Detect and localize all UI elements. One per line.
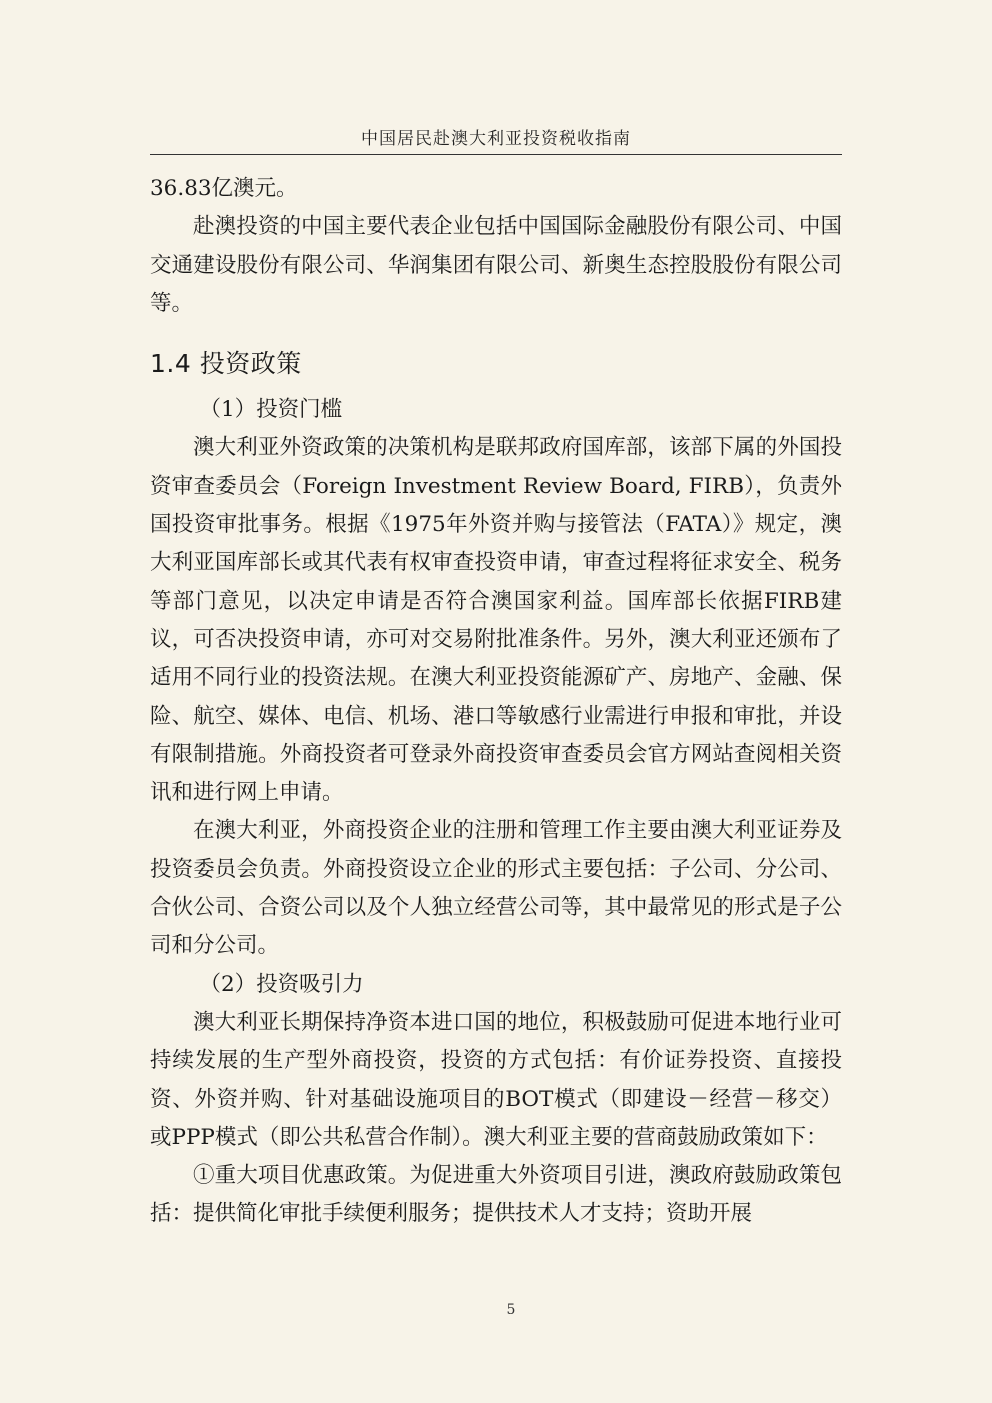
header-divider — [150, 154, 842, 155]
running-header: 中国居民赴澳大利亚投资税收指南 — [361, 129, 631, 149]
paragraph-enterprise-registration: 在澳大利亚，外商投资企业的注册和管理工作主要由澳大利亚证券及投资委员会负责。外商投资设立企业的形式主要包括：子公司、分公司、合伙公司、合资公司以及个人独立经营公司等，其中最常见的形式是子公司和分公司。 — [150, 818, 842, 959]
paragraph-continuation: 36.83亿澳元。 — [150, 176, 298, 201]
paragraph-representative-companies: 赴澳投资的中国主要代表企业包括中国国际金融股份有限公司、中国交通建设股份有限公司、华润集团有限公司、新奥生态控股股份有限公司等。 — [150, 214, 842, 316]
paragraph-major-project-policy: ①重大项目优惠政策。为促进重大外资项目引进，澳政府鼓励政策包括：提供简化审批手续便利服务；提供技术人才支持；资助开展 — [150, 1163, 842, 1227]
page-body — [150, 170, 842, 1234]
page-number: 5 — [506, 1302, 516, 1318]
section-heading: 1.4 投资政策 — [150, 349, 302, 379]
paragraph-investment-threshold: 澳大利亚外资政策的决策机构是联邦政府国库部，该部下属的外国投资审查委员会（Foreign Investment Review Board, FIRB），负责外国投资审批事务。根据《1975年外资并购与接管法（FATA）》规定，澳大利亚国库部长或其代表有权审查投资申请，审查过程将征求安全、税务等部门意见，以决定申请是否符合澳国家利益。国库部长依据FIRB建议，可否决投资申请，亦可对交易附批准条件。另外，澳大利亚还颁布了适用不同行业的投资法规。在澳大利亚投资能源矿产、房地产、金融、保险、航空、媒体、电信、机场、港口等敏感行业需进行申报和审批，并设有限制措施。外商投资者可登录外商投资审查委员会官方网站查阅相关资讯和进行网上申请。 — [150, 435, 842, 806]
subheading-investment-threshold: （1）投资门槛 — [199, 397, 343, 423]
subheading-investment-attraction: （2）投资吸引力 — [199, 971, 364, 997]
paragraph-investment-attraction: 澳大利亚长期保持净资本进口国的地位，积极鼓励可促进本地行业可持续发展的生产型外商投资，投资的方式包括：有价证券投资、直接投资、外资并购、针对基础设施项目的BOT模式（即建设－经营－移交）或PPP模式（即公共私营合作制）。澳大利亚主要的营商鼓励政策如下： — [150, 1009, 842, 1150]
